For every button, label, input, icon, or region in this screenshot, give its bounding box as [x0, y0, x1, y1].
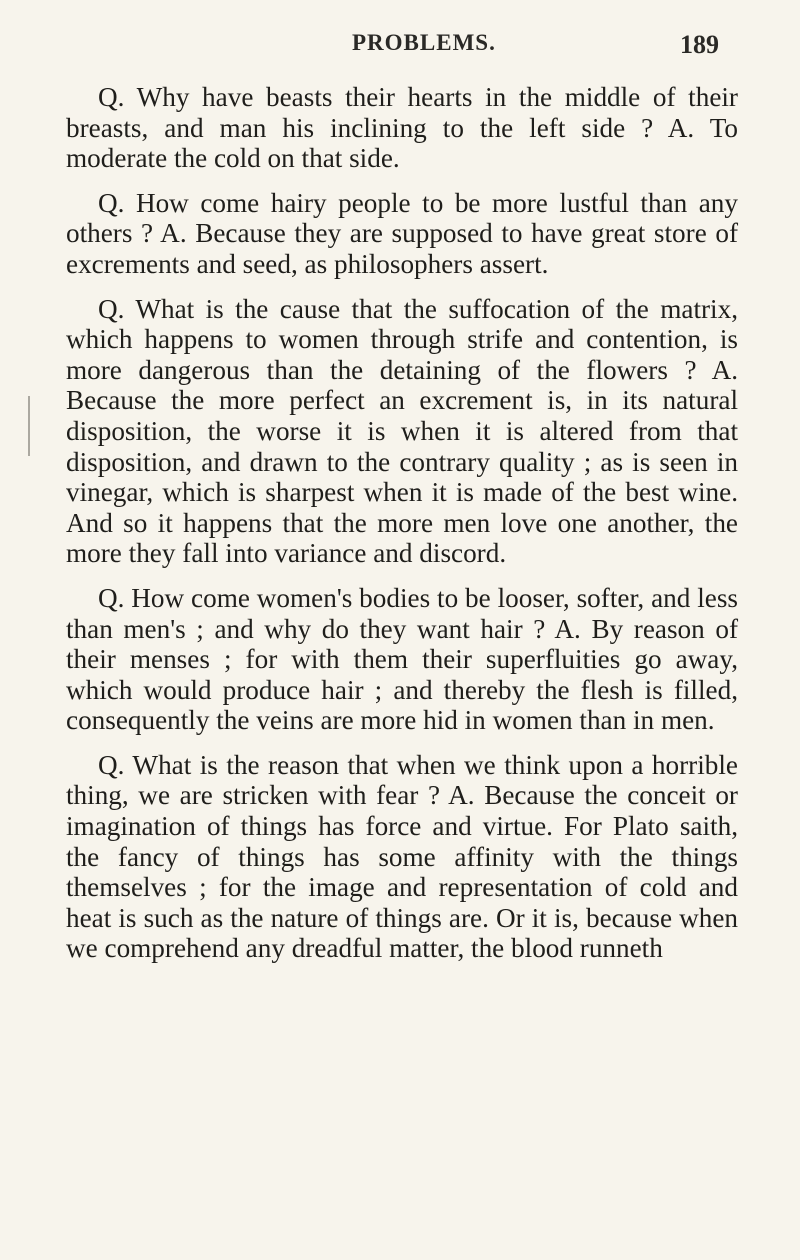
page-number: 189	[680, 30, 719, 59]
paragraph-3: Q. What is the cause that the suffocation of the matrix, which happens to women through strife and contention, is more dangerous than the detaining of the flowers ? A. Because the more perfect an excrement is, in its natural disposition, the worse it is when it is altered from that disposition, and drawn to the contrary quality ; as is seen in vinegar, which is sharpest when it is made of the best wine. And so it happens that the more men love one another, the more they fall into variance and discord.	[66, 293, 738, 569]
paragraph-2: Q. How come hairy people to be more lustful than any others ? A. Because they are supposed to have great store of excrements and seed, as philosophers assert.	[66, 187, 738, 279]
paragraph-1: Q. Why have beasts their hearts in the middle of their breasts, and man his inclining to the left side ? A. To moderate the cold on that side.	[66, 82, 738, 174]
page-body	[66, 82, 738, 978]
paragraph-5: Q. What is the reason that when we think upon a horrible thing, we are stricken with fear ? A. Because the conceit or imagination of things has force and virtue. For Plato saith, the fancy of things has some affinity with the things themselves ; for the image and representation of cold and heat is such as the nature of things are. Or it is, because when we comprehend any dreadful matter, the blood runneth	[66, 749, 738, 964]
paragraph-4: Q. How come women's bodies to be looser, softer, and less than men's ; and why do they want hair ? A. By reason of their menses ; for with them their superfluities go away, which would produce hair ; and thereby the flesh is filled, consequently the veins are more hid in women than in men.	[66, 582, 738, 736]
running-head-title: PROBLEMS.	[352, 30, 496, 55]
running-head	[0, 30, 800, 66]
margin-mark	[28, 396, 30, 456]
